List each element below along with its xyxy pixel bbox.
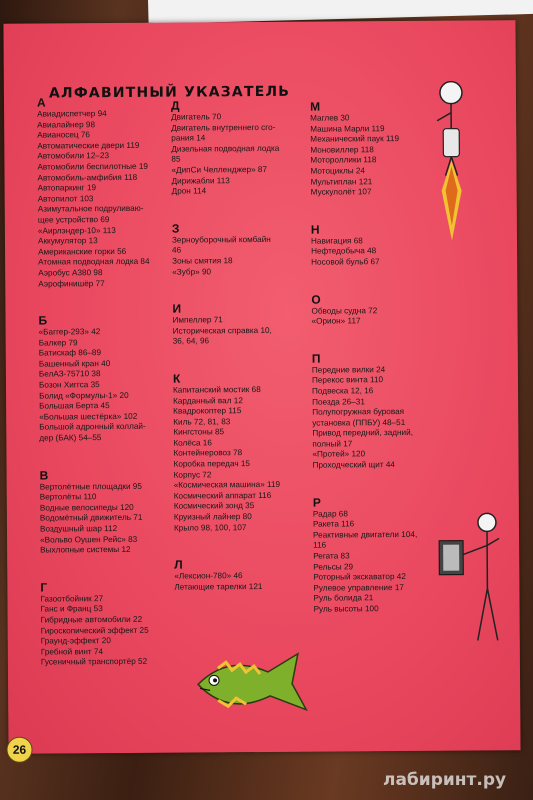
index-entry: Автомобили беспилотные 19 (37, 161, 148, 172)
index-entry: Руль болида 21 (313, 593, 374, 604)
person-with-screen-illustration (437, 510, 508, 650)
section-entries (173, 384, 324, 533)
index-entry: БелАЗ-75710 38 (38, 369, 101, 380)
index-entry: Капитанский мостик 68 (172, 384, 261, 395)
index-entry: Автомобиль-амфибия 118 (37, 172, 138, 183)
index-entry: Обводы судна 72 (311, 305, 378, 316)
index-entry: Кингстоны 85 (173, 427, 225, 437)
index-entry: Аккумулятор 13 (37, 236, 98, 246)
index-entry: Дизельная подводная лодка (171, 143, 280, 154)
index-entry: Импеллер 71 (172, 315, 223, 325)
index-entry: 85 (171, 154, 181, 165)
index-section-g (40, 579, 191, 668)
section-letter: И (172, 301, 182, 316)
index-entry: Историческая справка 10, (172, 325, 272, 336)
index-entry: Механический паук 119 (310, 134, 400, 144)
index-entry: Навигация 68 (310, 236, 363, 246)
index-entry: Космический аппарат 116 (173, 490, 272, 501)
index-section-i (172, 301, 322, 348)
index-entry: Реактивные двигатели 104, (313, 529, 418, 540)
index-entry: Мотоциклы 24 (310, 166, 366, 176)
index-entry: Мотороллики 118 (310, 155, 377, 166)
section-entries (172, 234, 322, 277)
page-title: АЛФАВИТНЫЙ УКАЗАТЕЛЬ (48, 83, 291, 102)
index-entry: Автоматические двери 119 (37, 140, 140, 151)
index-entry: Рулевое управление 17 (313, 582, 404, 593)
index-entry: Гибридные автомобили 22 (40, 614, 143, 625)
section-entries (173, 315, 323, 348)
index-entry: «Орион» 117 (311, 316, 361, 326)
index-entry: Ганс и Франц 53 (40, 604, 103, 614)
index-entry: Бозон Хиггса 35 (38, 380, 100, 390)
section-letter: М (309, 99, 321, 114)
index-entry: «Вольво Оушен Рейс» 83 (40, 534, 138, 545)
index-entry: Зерноуборочный комбайн (171, 234, 271, 245)
fish-illustration (188, 644, 319, 725)
index-section-v (40, 467, 191, 556)
index-entry: «Протей» 120 (312, 449, 366, 460)
index-entry: установка (ППБУ) 48–51 (312, 417, 406, 428)
index-entry: Выхлопные системы 12 (40, 545, 131, 555)
section-entries (174, 571, 324, 593)
index-entry: Зоны смятия 18 (172, 256, 233, 266)
index-entry: Поезда 26–31 (312, 396, 365, 407)
section-letter: П (311, 351, 321, 366)
index-entry: «Аирлэндер-10» 113 (37, 225, 116, 236)
index-entry: рания 14 (171, 133, 206, 143)
index-entry: Круизный лайнер 80 (173, 512, 252, 522)
index-entry: Коробка передач 15 (173, 459, 250, 469)
index-entry: Водомётный движитель 71 (39, 513, 143, 523)
index-entry: Азимутальное подруливаю- (37, 204, 144, 214)
index-entry: Атомная подводная лодка 84 (38, 257, 150, 267)
index-entry: Дирижабли 113 (171, 175, 230, 186)
section-letter: Н (310, 222, 320, 237)
index-entry: Двигатель внутреннего сго- (171, 122, 276, 133)
index-entry: Рельсы 29 (313, 561, 354, 572)
index-entry: Ракета 116 (312, 519, 355, 529)
index-entry: Автопаркинг 19 (37, 183, 97, 193)
index-entry: Газоотбойник 27 (40, 593, 104, 604)
index-entry: 116 (313, 540, 327, 551)
section-letter: В (39, 468, 49, 483)
section-entries (40, 481, 191, 556)
index-section-z (172, 220, 322, 277)
index-entry: Контейнеровоз 78 (173, 448, 243, 459)
section-letter: О (311, 292, 321, 307)
index-entry: Вертолёты 110 (39, 492, 97, 502)
index-entry: «Космическая машина» 119 (173, 480, 281, 490)
index-entry: Башенный кран 40 (38, 358, 111, 369)
section-entries (39, 327, 190, 445)
index-entry: Дрон 114 (171, 186, 207, 196)
index-entry: Моновиллер 118 (310, 144, 374, 155)
index-entry: «ДипСи Челленджер» 87 (171, 164, 268, 175)
index-entry: «Зубр» 90 (172, 266, 212, 277)
index-entry: Двигатель 70 (171, 112, 222, 122)
section-letter: К (172, 371, 181, 386)
index-section-p (312, 350, 463, 471)
index-entry: Американские горки 56 (38, 246, 127, 257)
index-entry: 36, 64, 96 (172, 336, 210, 346)
index-entry: Нефтедобыча 48 (311, 246, 377, 256)
index-entry: Гироскопический эффект 25 (40, 625, 149, 636)
index-entry: Авиадиспетчер 94 (37, 109, 107, 119)
index-entry: Колёса 16 (173, 438, 212, 448)
index-entry: 46 (172, 245, 182, 255)
section-entries (171, 112, 322, 198)
index-entry: Киль 72, 81, 83 (173, 416, 231, 427)
rocket-figure-illustration (429, 80, 480, 250)
index-entry: Космический зонд 35 (173, 501, 255, 512)
index-entry: Авианосец 76 (37, 130, 91, 140)
index-section-a (37, 95, 188, 290)
index-entry: Авиалайнер 98 (37, 119, 96, 130)
index-entry: Воздушный шар 112 (39, 524, 118, 534)
index-entry: Аэрофинишёр 77 (38, 278, 105, 289)
index-entry: Большой адронный коллай- (39, 422, 146, 432)
index-entry: дер (БАК) 54–55 (39, 433, 102, 443)
index-entry: Проходческий щит 44 (312, 460, 395, 470)
index-entry: Регата 83 (313, 551, 350, 561)
section-entries (40, 593, 191, 668)
index-entry: Граунд-эффект 20 (40, 636, 111, 646)
index-entry: «Большая шестёрка» 102 (39, 411, 138, 422)
index-entry: Носовой бульб 67 (311, 257, 380, 267)
book-page (3, 20, 520, 757)
section-letter: Б (38, 313, 48, 328)
section-letter: Г (40, 580, 48, 595)
index-entry: Перекос винта 110 (311, 375, 384, 385)
index-entry: полный 17 (312, 439, 353, 449)
index-entry: Квадрокоптер 115 (173, 406, 242, 416)
section-entries (37, 109, 188, 290)
index-entry: щее устройство 69 (37, 214, 110, 225)
watermark: лабиринт.ру (383, 770, 507, 790)
index-entry: Аэробус А380 98 (38, 268, 103, 278)
section-letter: А (36, 95, 46, 110)
index-entry: Маглев 30 (310, 113, 350, 123)
index-section-o (311, 291, 461, 327)
index-entry: Полупогружная буровая (312, 407, 405, 417)
section-entries (312, 364, 463, 471)
section-letter: Л (174, 557, 183, 572)
index-entry: Руль высоты 100 (313, 604, 379, 614)
index-entry: Летающие тарелки 121 (174, 581, 263, 592)
index-entry: Крыло 98, 100, 107 (173, 522, 247, 533)
index-entry: Автопилот 103 (37, 193, 94, 204)
index-entry: Болид «Формулы-1» 20 (39, 390, 129, 401)
index-section-k (173, 370, 324, 533)
section-entries (311, 305, 461, 327)
index-entry: Роторный экскаватор 42 (313, 572, 406, 582)
section-letter: Д (170, 98, 180, 113)
index-entry: Карданный вал 12 (173, 395, 243, 406)
index-column-1 (37, 95, 191, 669)
index-entry: Вертолётные площадки 95 (39, 481, 142, 492)
index-entry: «Баггер-293» 42 (38, 327, 101, 337)
index-section-b (38, 313, 189, 445)
index-entry: Подвеска 12, 16 (311, 386, 374, 396)
index-entry: «Лексион-780» 46 (174, 571, 243, 581)
index-entry: Радар 68 (312, 509, 348, 519)
index-entry: Привод передний, задний, (312, 428, 413, 438)
index-entry: Большая Берта 45 (39, 401, 110, 411)
index-section-d (171, 98, 322, 198)
index-entry: Мускулолёт 107 (310, 187, 372, 197)
index-entry: Автомобили 12–23 (37, 151, 110, 161)
index-section-l (174, 557, 324, 593)
section-letter: Р (312, 495, 321, 510)
index-entry: Гребной винт 74 (40, 646, 104, 657)
index-entry: Балкер 79 (38, 337, 78, 348)
index-entry: Водные велосипеды 120 (39, 502, 134, 513)
index-entry: Мультиплан 121 (310, 176, 373, 187)
index-entry: Передние вилки 24 (311, 364, 386, 375)
index-entry: Гусеничный транспортёр 52 (40, 657, 148, 667)
index-entry: Корпус 72 (173, 470, 212, 480)
index-entry: Машина Марли 119 (310, 123, 385, 134)
page-number-badge: 26 (6, 737, 32, 763)
section-letter: З (171, 221, 180, 236)
index-column-2 (171, 98, 324, 593)
index-entry: Батискаф 86–89 (38, 348, 102, 358)
